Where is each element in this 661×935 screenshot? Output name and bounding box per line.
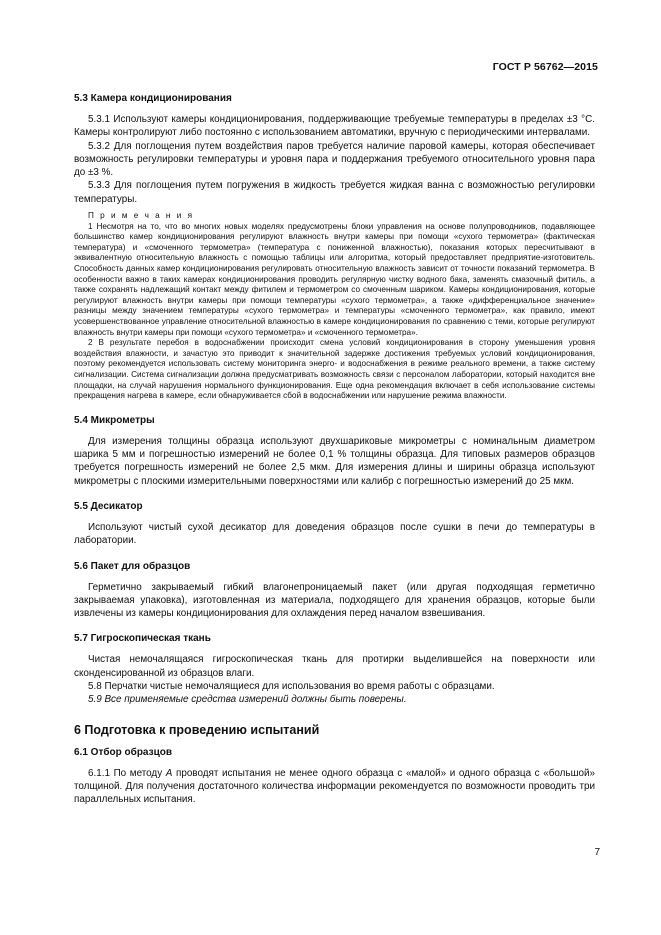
section-title-5-5: 5.5 Десикатор <box>74 500 143 512</box>
section-title-6-1: 6.1 Отбор образцов <box>74 746 172 758</box>
paragraph-5-9-text: 5.9 Все применяемые средства измерений должны быть поверены. <box>88 694 407 706</box>
paragraph-6-1-1 <box>74 767 595 807</box>
paragraph-5-6: Герметично закрываемый гибкий влагонепроницаемый пакет (или другая подходящая герметично закрываемая упаковка), изготовленная из материала, подходящего для хранения образцов, которые были извлечены из камеры кондиционирования для охлаждения перед началом взвешивания. <box>74 581 595 620</box>
paragraph-5-3-3: 5.3.3 Для поглощения путем погружения в жидкость требуется жидкая ванна с возможностью регулировки температуры. <box>74 180 595 205</box>
section-title-6: 6 Подготовка к проведению испытаний <box>74 722 320 737</box>
note-1: 1 Несмотря на то, что во многих новых моделях предусмотрены блоки управления на основе полупроводников, подавляющее большинство камер кондиционирования регулируют влажность внутри камеры при помощи «сухого термометра» (фактическая температура) и «смоченного термометра» (температура с пониженной влажностью), показания которых пересчитывают в эквивалентную относительную влажность с помощью таблицы или алгоритма, который предоставляет предприятие-изготовитель. Способность данных камер кондиционирования регулировать относительную влажность зависит от точности показаний термометра. В особенности важно в таких камерах кондиционирования проводить регулярную чистку водного бака, заменять смазочный фитиль, а также сохранять надлежащий контакт между фитилем и термометром со смоченным шариком. Камеры кондиционирования, которые регулируют влажность внутри камеры при помощи температуры «сухого термометра», а также «дифференциальное значение» разницы между значением температуры «сухого термометра» и температуры «смоченного термометра», как правило, имеют усовершенствованное управление относительной влажностью в камере кондиционирования по сравнению с теми, которые регулируют влажность внутри камеры при помощи «сухого термометра» и «смоченного термометра». <box>74 221 595 337</box>
document-header-id: ГОСТ Р 56762—2015 <box>492 61 598 73</box>
page-number: 7 <box>594 847 600 858</box>
paragraph-5-5: Используют чистый сухой десикатор для доведения образцов после сушки в печи до температуры в лаборатории. <box>74 521 595 547</box>
paragraph-5-8: 5.8 Перчатки чистые немочалящиеся для использования во время работы с образцами. <box>88 681 495 693</box>
section-title-5-3: 5.3 Камера кондиционирования <box>74 93 232 104</box>
section-title-5-4: 5.4 Микрометры <box>74 414 155 426</box>
paragraph-6-1-1-start: 6.1.1 По методу <box>88 767 166 779</box>
paragraph-5-3-1: 5.3.1 Используют камеры кондиционирования, поддерживающие требуемые температуры в пределах ±3 °С. Камеры контролируют либо постоянно с использованием автоматики, вручную с периодическими интервалами. <box>74 114 595 139</box>
section-title-5-7: 5.7 Гигроскопическая ткань <box>74 633 211 645</box>
section-title-5-6: 5.6 Пакет для образцов <box>74 560 191 572</box>
document-body <box>74 93 595 807</box>
paragraph-5-4: Для измерения толщины образца используют двухшариковые микрометры с номинальным диаметром шарика 5 мм и погрешностью измерений не более 0,1 % толщины образца. Для типовых размеров образцов требуется погрешность измерений не более 2,5 мкм. Для измерения длины и ширины образца используют микрометры с плоскими измерительными поверхностями или калибр с погрешностью измерений до 25 мкм. <box>74 435 595 487</box>
paragraph-5-9 <box>74 693 595 706</box>
method-letter: А <box>165 767 173 779</box>
paragraph-5-3-2: 5.3.2 Для поглощения путем воздействия паров требуется наличие паровой камеры, которая обеспечивает возможность регулировки температуры и уровня пара и поддержания требуемого относительного уровня пара до ±3 %. <box>74 140 595 179</box>
paragraph-6-1-1-rest: проводят испытания не менее одного образца с «малой» и одного образца с «большой» толщиной. Для получения достаточного количества информации рекомендуется по возможности проводить три параллельных испытания. <box>74 767 595 806</box>
notes-title: П р и м е ч а н и я <box>88 211 195 221</box>
paragraph-5-7: Чистая немочалящаяся гигроскопическая ткань для протирки выделившейся на поверхности или сконденсированной из образцов влаги. <box>74 654 595 679</box>
note-2: 2 В результате перебоя в водоснабжении происходит смена условий кондиционирования в сторону уменьшения уровня воздействия влажности, и зачастую это приводит к значительной задержке достижения требуемых условий кондиционирования, поэтому рекомендуется использовать систему мониторинга энерго- и водоснабжения в режиме реального времени, а также систему сигнализации. Система сигнализации должна предусматривать возможность связи с персоналом лаборатории, который находится вне площадки, на случай нарушения нормального функционирования. Еще одна рекомендация включает в себя использование системы прекращения нагрева в камере, если обнаруживается сбой в водоснабжении или нарушение режима влажности. <box>74 338 595 401</box>
